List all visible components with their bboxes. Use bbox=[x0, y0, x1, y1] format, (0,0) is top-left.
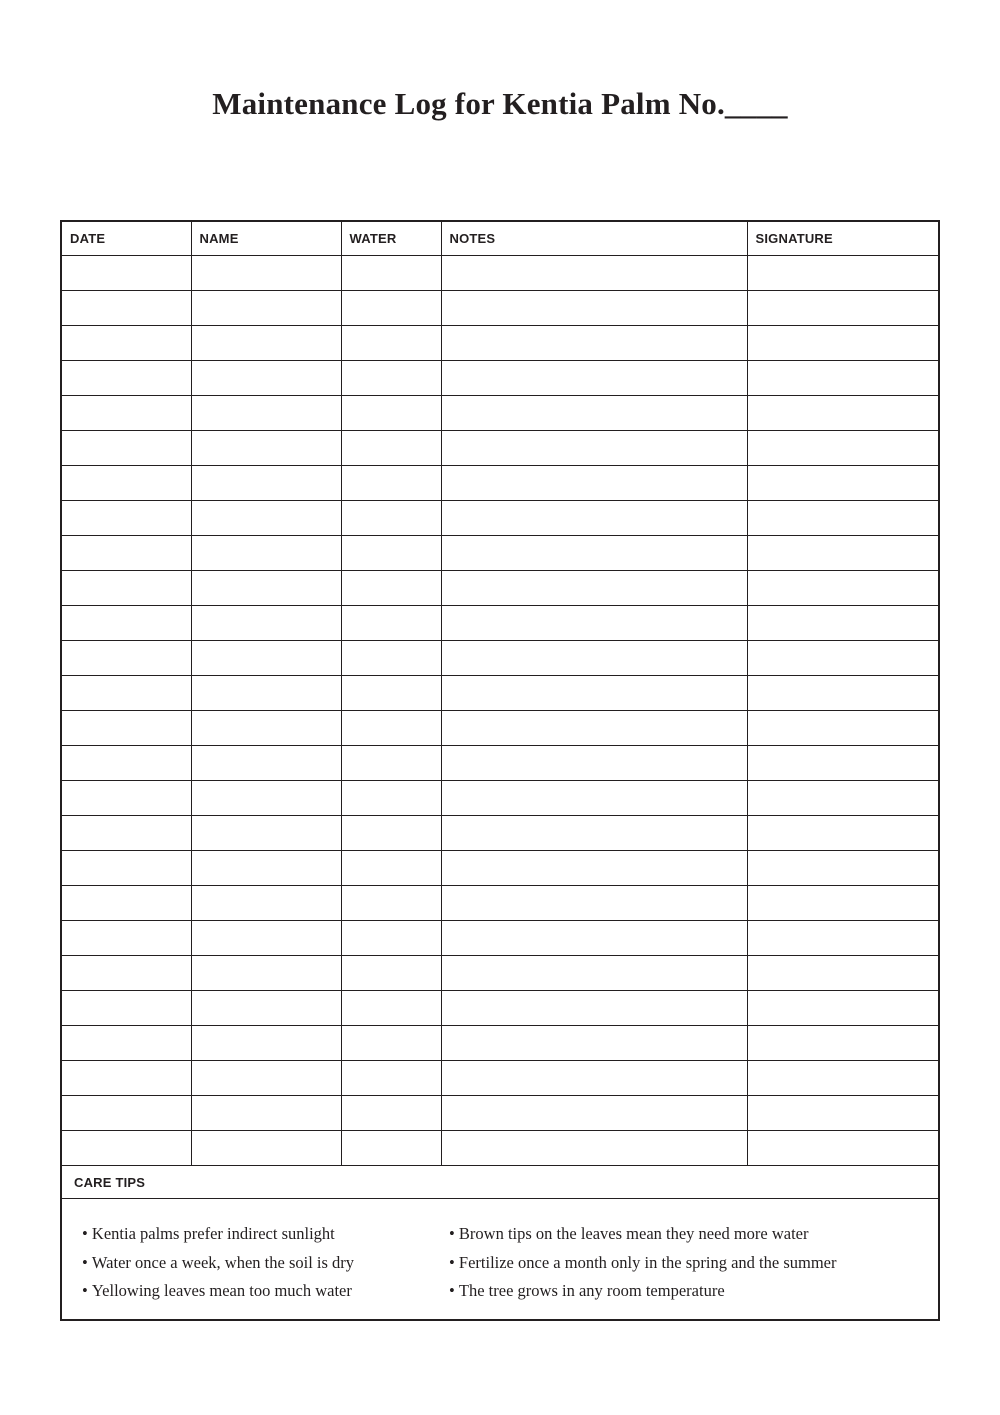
table-row bbox=[62, 851, 938, 886]
table-row bbox=[62, 886, 938, 921]
cell-notes[interactable] bbox=[441, 606, 747, 641]
cell-water[interactable] bbox=[341, 606, 441, 641]
table-row bbox=[62, 1096, 938, 1131]
cell-signature[interactable] bbox=[747, 886, 938, 921]
cell-name[interactable] bbox=[191, 361, 341, 396]
cell-notes[interactable] bbox=[441, 746, 747, 781]
cell-date[interactable] bbox=[62, 1096, 191, 1131]
cell-notes[interactable] bbox=[441, 326, 747, 361]
cell-water[interactable] bbox=[341, 536, 441, 571]
cell-name[interactable] bbox=[191, 606, 341, 641]
cell-name[interactable] bbox=[191, 501, 341, 536]
cell-water[interactable] bbox=[341, 466, 441, 501]
cell-water[interactable] bbox=[341, 746, 441, 781]
table-row bbox=[62, 396, 938, 431]
cell-name[interactable] bbox=[191, 431, 341, 466]
cell-signature[interactable] bbox=[747, 466, 938, 501]
cell-water[interactable] bbox=[341, 991, 441, 1026]
table-row bbox=[62, 501, 938, 536]
table-row bbox=[62, 921, 938, 956]
cell-signature[interactable] bbox=[747, 291, 938, 326]
cell-water[interactable] bbox=[341, 1096, 441, 1131]
cell-name[interactable] bbox=[191, 571, 341, 606]
cell-notes[interactable] bbox=[441, 501, 747, 536]
cell-date[interactable] bbox=[62, 466, 191, 501]
cell-date[interactable] bbox=[62, 536, 191, 571]
cell-water[interactable] bbox=[341, 781, 441, 816]
cell-date[interactable] bbox=[62, 921, 191, 956]
table-row bbox=[62, 816, 938, 851]
table-row bbox=[62, 536, 938, 571]
cell-date[interactable] bbox=[62, 291, 191, 326]
cell-date[interactable] bbox=[62, 396, 191, 431]
table-header-row bbox=[62, 222, 938, 256]
cell-signature[interactable] bbox=[747, 256, 938, 291]
cell-water[interactable] bbox=[341, 1026, 441, 1061]
table-row bbox=[62, 641, 938, 676]
column-header-signature: SIGNATURE bbox=[747, 222, 938, 256]
cell-notes[interactable] bbox=[441, 991, 747, 1026]
cell-signature[interactable] bbox=[747, 851, 938, 886]
care-tip: • The tree grows in any room temperature bbox=[449, 1277, 837, 1306]
cell-name[interactable] bbox=[191, 1026, 341, 1061]
table-body bbox=[62, 256, 938, 1166]
cell-date[interactable] bbox=[62, 1061, 191, 1096]
cell-date[interactable] bbox=[62, 851, 191, 886]
cell-water[interactable] bbox=[341, 676, 441, 711]
cell-water[interactable] bbox=[341, 641, 441, 676]
table-row bbox=[62, 291, 938, 326]
cell-date[interactable] bbox=[62, 431, 191, 466]
table-row bbox=[62, 431, 938, 466]
cell-date[interactable] bbox=[62, 676, 191, 711]
cell-signature[interactable] bbox=[747, 1026, 938, 1061]
cell-signature[interactable] bbox=[747, 1096, 938, 1131]
cell-water[interactable] bbox=[341, 956, 441, 991]
table-row bbox=[62, 1061, 938, 1096]
cell-date[interactable] bbox=[62, 711, 191, 746]
cell-notes[interactable] bbox=[441, 431, 747, 466]
cell-water[interactable] bbox=[341, 291, 441, 326]
cell-date[interactable] bbox=[62, 746, 191, 781]
cell-name[interactable] bbox=[191, 991, 341, 1026]
cell-water[interactable] bbox=[341, 711, 441, 746]
cell-notes[interactable] bbox=[441, 256, 747, 291]
care-tip: • Yellowing leaves mean too much water bbox=[82, 1277, 354, 1306]
cell-notes[interactable] bbox=[441, 676, 747, 711]
table-row bbox=[62, 746, 938, 781]
cell-water[interactable] bbox=[341, 1061, 441, 1096]
cell-notes[interactable] bbox=[441, 711, 747, 746]
table-row bbox=[62, 711, 938, 746]
table-row bbox=[62, 571, 938, 606]
cell-date[interactable] bbox=[62, 326, 191, 361]
cell-notes[interactable] bbox=[441, 1096, 747, 1131]
table-row bbox=[62, 256, 938, 291]
cell-signature[interactable] bbox=[747, 431, 938, 466]
cell-name[interactable] bbox=[191, 746, 341, 781]
cell-notes[interactable] bbox=[441, 361, 747, 396]
cell-name[interactable] bbox=[191, 676, 341, 711]
column-header-name: NAME bbox=[191, 222, 341, 256]
column-header-date: DATE bbox=[62, 222, 191, 256]
table-row bbox=[62, 606, 938, 641]
cell-name[interactable] bbox=[191, 956, 341, 991]
cell-signature[interactable] bbox=[747, 816, 938, 851]
cell-signature[interactable] bbox=[747, 956, 938, 991]
care-tip: • Brown tips on the leaves mean they need more water bbox=[449, 1220, 837, 1249]
cell-date[interactable] bbox=[62, 1026, 191, 1061]
page-title: Maintenance Log for Kentia Palm No.____ bbox=[212, 86, 788, 121]
cell-notes[interactable] bbox=[441, 571, 747, 606]
cell-signature[interactable] bbox=[747, 676, 938, 711]
table-row bbox=[62, 466, 938, 501]
cell-name[interactable] bbox=[191, 1061, 341, 1096]
cell-water[interactable] bbox=[341, 571, 441, 606]
cell-name[interactable] bbox=[191, 781, 341, 816]
cell-notes[interactable] bbox=[441, 851, 747, 886]
cell-name[interactable] bbox=[191, 641, 341, 676]
cell-date[interactable] bbox=[62, 501, 191, 536]
cell-name[interactable] bbox=[191, 851, 341, 886]
cell-date[interactable] bbox=[62, 361, 191, 396]
care-tip: • Kentia palms prefer indirect sunlight bbox=[82, 1220, 354, 1249]
care-tips-left-list bbox=[82, 1220, 354, 1306]
cell-signature[interactable] bbox=[747, 326, 938, 361]
cell-date[interactable] bbox=[62, 886, 191, 921]
care-tip: • Water once a week, when the soil is dry bbox=[82, 1249, 354, 1278]
cell-name[interactable] bbox=[191, 536, 341, 571]
cell-water[interactable] bbox=[341, 1131, 441, 1166]
table-row bbox=[62, 781, 938, 816]
cell-notes[interactable] bbox=[441, 886, 747, 921]
cell-water[interactable] bbox=[341, 816, 441, 851]
table-row bbox=[62, 991, 938, 1026]
cell-name[interactable] bbox=[191, 396, 341, 431]
cell-name[interactable] bbox=[191, 816, 341, 851]
log-sheet bbox=[60, 220, 940, 1321]
care-tips-heading: CARE TIPS bbox=[62, 1166, 938, 1199]
cell-notes[interactable] bbox=[441, 1061, 747, 1096]
table-row bbox=[62, 676, 938, 711]
cell-name[interactable] bbox=[191, 256, 341, 291]
table-row bbox=[62, 326, 938, 361]
cell-notes[interactable] bbox=[441, 781, 747, 816]
cell-notes[interactable] bbox=[441, 921, 747, 956]
cell-name[interactable] bbox=[191, 711, 341, 746]
cell-name[interactable] bbox=[191, 466, 341, 501]
cell-signature[interactable] bbox=[747, 361, 938, 396]
cell-signature[interactable] bbox=[747, 1061, 938, 1096]
cell-notes[interactable] bbox=[441, 466, 747, 501]
cell-water[interactable] bbox=[341, 501, 441, 536]
cell-notes[interactable] bbox=[441, 641, 747, 676]
table-row bbox=[62, 361, 938, 396]
cell-name[interactable] bbox=[191, 291, 341, 326]
cell-date[interactable] bbox=[62, 956, 191, 991]
column-header-water: WATER bbox=[341, 222, 441, 256]
cell-signature[interactable] bbox=[747, 536, 938, 571]
cell-notes[interactable] bbox=[441, 291, 747, 326]
cell-water[interactable] bbox=[341, 361, 441, 396]
cell-signature[interactable] bbox=[747, 1131, 938, 1166]
cell-name[interactable] bbox=[191, 921, 341, 956]
cell-date[interactable] bbox=[62, 571, 191, 606]
cell-water[interactable] bbox=[341, 921, 441, 956]
cell-date[interactable] bbox=[62, 816, 191, 851]
table-row bbox=[62, 1026, 938, 1061]
cell-date[interactable] bbox=[62, 256, 191, 291]
cell-notes[interactable] bbox=[441, 956, 747, 991]
cell-signature[interactable] bbox=[747, 921, 938, 956]
cell-signature[interactable] bbox=[747, 991, 938, 1026]
cell-water[interactable] bbox=[341, 431, 441, 466]
care-tip: • Fertilize once a month only in the spring and the summer bbox=[449, 1249, 837, 1278]
table-row bbox=[62, 1131, 938, 1166]
cell-name[interactable] bbox=[191, 1131, 341, 1166]
cell-signature[interactable] bbox=[747, 606, 938, 641]
cell-water[interactable] bbox=[341, 256, 441, 291]
cell-water[interactable] bbox=[341, 396, 441, 431]
cell-signature[interactable] bbox=[747, 746, 938, 781]
cell-name[interactable] bbox=[191, 886, 341, 921]
column-header-notes: NOTES bbox=[441, 222, 747, 256]
cell-signature[interactable] bbox=[747, 571, 938, 606]
cell-name[interactable] bbox=[191, 1096, 341, 1131]
cell-water[interactable] bbox=[341, 326, 441, 361]
cell-signature[interactable] bbox=[747, 396, 938, 431]
maintenance-log-table bbox=[62, 222, 938, 1166]
cell-notes[interactable] bbox=[441, 396, 747, 431]
cell-date[interactable] bbox=[62, 991, 191, 1026]
cell-date[interactable] bbox=[62, 641, 191, 676]
cell-water[interactable] bbox=[341, 851, 441, 886]
cell-water[interactable] bbox=[341, 886, 441, 921]
care-tips-right-list bbox=[449, 1220, 837, 1306]
cell-notes[interactable] bbox=[441, 1131, 747, 1166]
cell-date[interactable] bbox=[62, 1131, 191, 1166]
table-row bbox=[62, 956, 938, 991]
cell-signature[interactable] bbox=[747, 501, 938, 536]
cell-notes[interactable] bbox=[441, 1026, 747, 1061]
cell-signature[interactable] bbox=[747, 641, 938, 676]
cell-name[interactable] bbox=[191, 326, 341, 361]
cell-notes[interactable] bbox=[441, 816, 747, 851]
cell-date[interactable] bbox=[62, 606, 191, 641]
cell-signature[interactable] bbox=[747, 781, 938, 816]
cell-signature[interactable] bbox=[747, 711, 938, 746]
cell-notes[interactable] bbox=[441, 536, 747, 571]
cell-date[interactable] bbox=[62, 781, 191, 816]
